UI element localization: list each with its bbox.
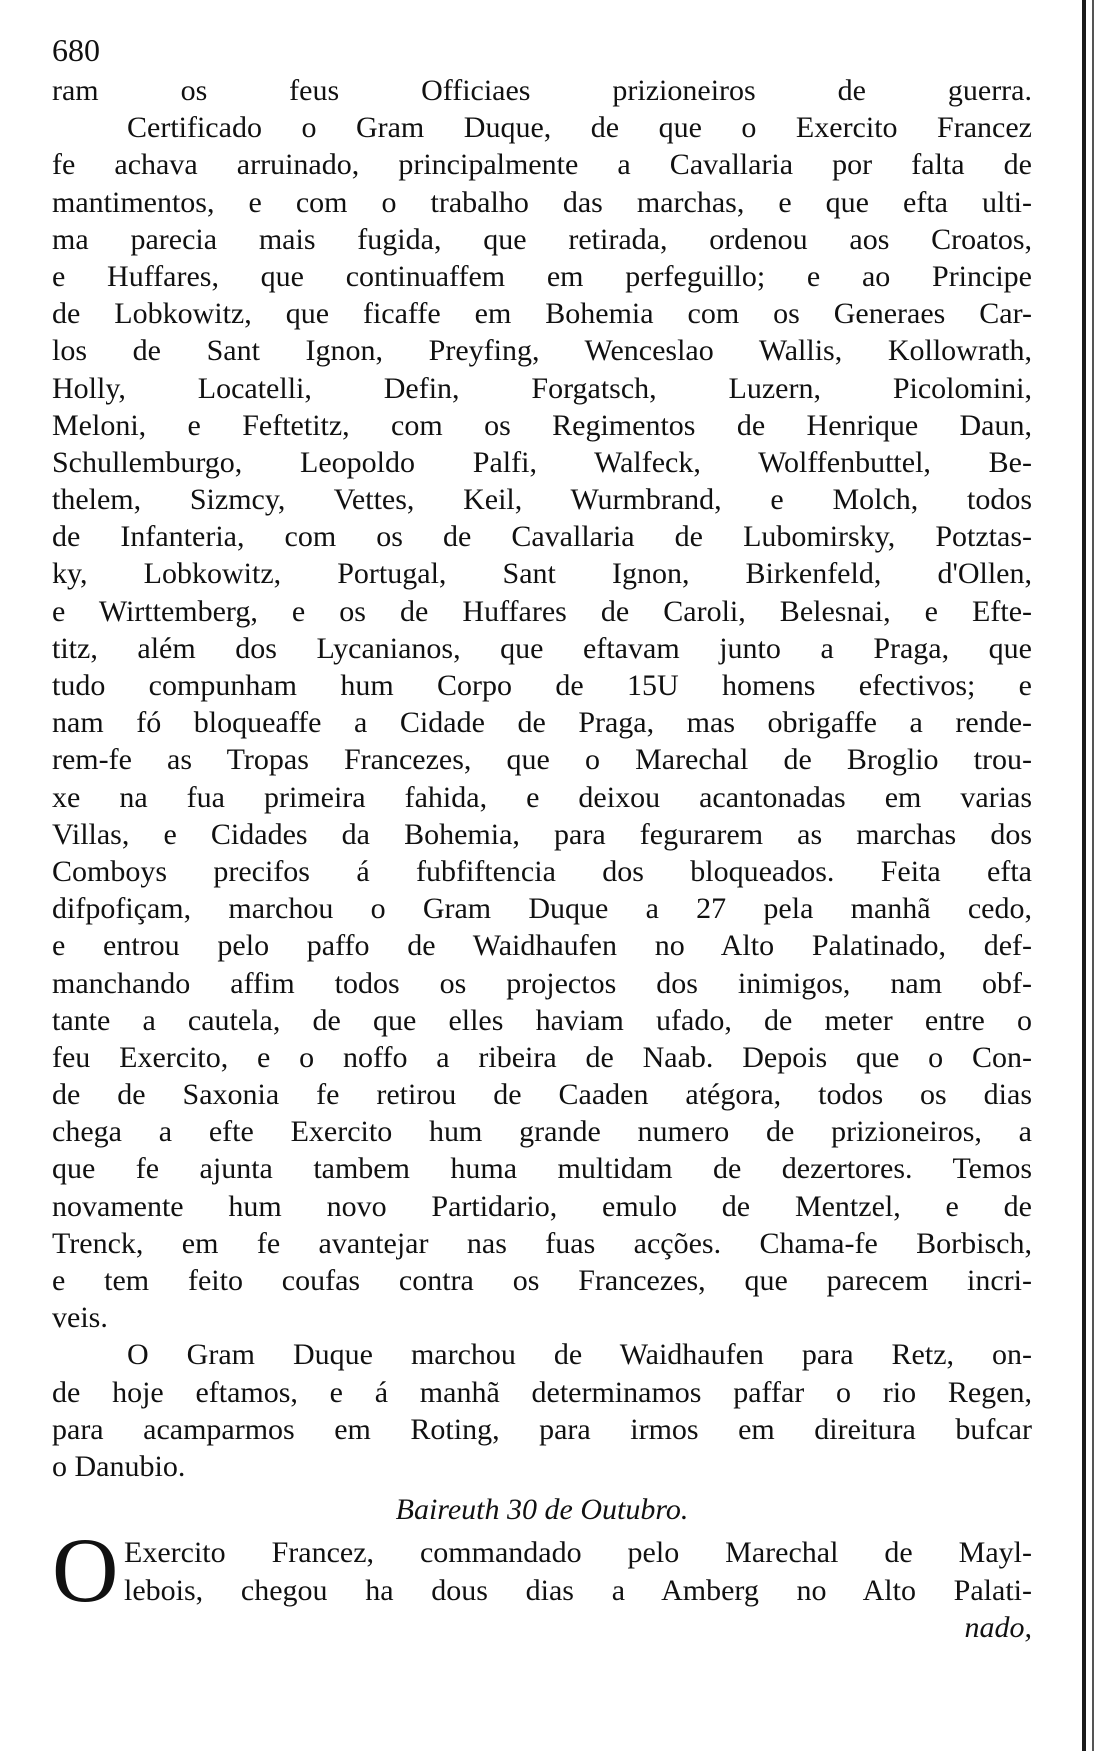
text-line: tudo compunham hum Corpo de 15U homens efectivos; e [52,669,1032,702]
text-line: novamente hum novo Partidario, emulo de Mentzel, e de [52,1189,1032,1223]
text-line: Comboys precifos á fubfiftencia dos bloqueados. Feita efta [52,854,1032,888]
text-line: nam fó bloqueaffe a Cidade de Praga, mas obrigaffe a rende- [52,706,1032,740]
page-edge-line [1092,0,1094,1751]
text-line: chega a efte Exercito hum grande numero de prizioneiros, a [52,1115,1032,1149]
drop-cap: O [52,1519,119,1622]
text-line: e Wirttemberg, e os de Huffares de Caroli, Belesnai, e Efte- [52,594,1032,628]
dropcap-paragraph [52,1519,1032,1622]
text-line: Trenck, em fe avantejar nas fuas acções. Chama-fe Borbisch, [52,1226,1032,1260]
document-page [52,30,1032,1646]
text-line: thelem, Sizmcy, Vettes, Keil, Wurmbrand, e Molch, todos [52,483,1032,517]
text-line: mantimentos, e com o trabalho das marchas, e que efta ulti- [52,185,1032,219]
text-line: Holly, Locatelli, Defin, Forgatsch, Luzern, Picolomini, [52,371,1032,405]
text-line: ky, Lobkowitz, Portugal, Sant Ignon, Birkenfeld, d'Ollen, [52,557,1032,591]
text-line: de Infanteria, com os de Cavallaria de Lubomirsky, Potztas- [52,520,1032,554]
text-line: ma parecia mais fugida, que retirada, ordenou aos Croatos, [52,222,1032,256]
text-line: fe achava arruinado, principalmente a Cavallaria por falta de [52,148,1032,182]
text-line: de Lobkowitz, que ficaffe em Bohemia com os Generaes Car- [52,297,1032,331]
catchword: nado, [964,1610,1032,1644]
text-line: Schullemburgo, Leopoldo Palfi, Walfeck, Wolffenbuttel, Be- [52,445,1032,479]
dateline: Baireuth 30 de Outubro. [395,1493,689,1527]
text-line: ram os feus Officiaes prizioneiros de guerra. [52,74,1032,107]
text-line: Exercito Francez, commandado pelo Marechal de Mayl- [124,1536,1032,1570]
text-line: e entrou pelo paffo de Waidhaufen no Alto Palatinado, def- [52,929,1032,963]
text-line: titz, além dos Lycanianos, que eftavam junto a Praga, que [52,631,1032,665]
text-line: rem-fe as Tropas Francezes, que o Marechal de Broglio trou- [52,743,1032,777]
text-line: difpofiçam, marchou o Gram Duque a 27 pela manhã cedo, [52,892,1032,926]
page-number: 680 [52,32,100,68]
text-line: feu Exercito, e o noffo a ribeira de Naab. Depois que o Con- [52,1040,1032,1074]
body-text [52,72,1032,1485]
text-line: de de Saxonia fe retirou de Caaden atégora, todos os dias [52,1078,1032,1112]
text-line: Meloni, e Feftetitz, com os Regimentos de Henrique Daun, [52,408,1032,442]
text-line: tante a cautela, de que elles haviam ufado, de meter entre o [52,1003,1032,1037]
text-line: Villas, e Cidades da Bohemia, para fegurarem as marchas dos [52,817,1032,851]
text-line: Certificado o Gram Duque, de que o Exercito Francez [127,111,1032,145]
text-line: O Gram Duque marchou de Waidhaufen para Retz, on- [127,1338,1032,1372]
text-line: para acamparmos em Roting, para irmos em direitura bufcar [52,1412,1032,1446]
text-line: lebois, chegou ha dous dias a Amberg no Alto Palati- [124,1573,1032,1607]
text-line: e Huffares, que continuaffem em perfeguillo; e ao Principe [52,259,1032,293]
page-edge-shadow [1082,0,1086,1751]
text-line: que fe ajunta tambem huma multidam de dezertores. Temos [52,1152,1032,1186]
text-line: o Danubio. [52,1449,186,1483]
text-line: veis. [52,1301,108,1335]
text-line: los de Sant Ignon, Preyfing, Wenceslao Wallis, Kollowrath, [52,334,1032,368]
text-line: de hoje eftamos, e á manhã determinamos paffar o rio Regen, [52,1375,1032,1409]
text-line: manchando affim todos os projectos dos inimigos, nam obf- [52,966,1032,1000]
text-line: xe na fua primeira fahida, e deixou acantonadas em varias [52,780,1032,814]
text-line: e tem feito coufas contra os Francezes, que parecem incri- [52,1264,1032,1297]
